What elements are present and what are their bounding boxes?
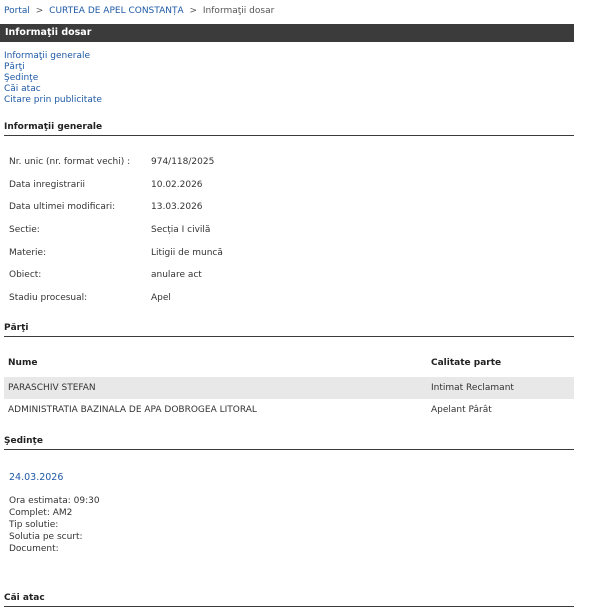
breadcrumb-court-link[interactable]: CURTEA DE APEL CONSTANȚA bbox=[49, 6, 184, 16]
breadcrumb-separator: > bbox=[189, 6, 198, 16]
section-nav bbox=[4, 51, 102, 106]
hearing-date: 24.03.2026 bbox=[9, 472, 64, 483]
breadcrumb-current: Informaţii dosar bbox=[202, 6, 275, 16]
hearing-detail-line: Solutia pe scurt: bbox=[9, 532, 83, 542]
breadcrumb bbox=[4, 6, 274, 16]
hearing-detail-line: Complet: AM2 bbox=[9, 508, 73, 518]
party-role: Apelant Pârât bbox=[431, 405, 492, 415]
info-label: Nr. unic (nr. format vechi) : bbox=[9, 157, 131, 167]
info-label: Obiect: bbox=[9, 270, 42, 280]
info-value: 13.03.2026 bbox=[151, 202, 203, 212]
nav-link-sedinte[interactable]: Şedinţe bbox=[4, 73, 39, 83]
info-label: Materie: bbox=[9, 248, 47, 258]
info-label: Data ultimei modificari: bbox=[9, 202, 116, 212]
party-role: Intimat Reclamant bbox=[431, 383, 514, 393]
page-title: Informaţii dosar bbox=[5, 27, 92, 38]
parti-table-header bbox=[4, 358, 574, 372]
hearing-detail-line: Ora estimata: 09:30 bbox=[9, 496, 100, 506]
section-heading-parti: Părţi bbox=[4, 323, 574, 337]
info-label: Data inregistrarii bbox=[9, 180, 85, 190]
hearing-detail-line: Tip solutie: bbox=[9, 520, 59, 530]
column-header-role: Calitate parte bbox=[431, 358, 502, 368]
info-value: Secția I civilă bbox=[151, 225, 211, 235]
info-value: 10.02.2026 bbox=[151, 180, 203, 190]
column-header-name: Nume bbox=[8, 358, 38, 368]
hearing-details bbox=[9, 495, 100, 555]
info-value: Litigii de muncă bbox=[151, 248, 223, 258]
hearing-detail-line: Document: bbox=[9, 544, 59, 554]
nav-link-cai-atac[interactable]: Căi atac bbox=[4, 84, 41, 94]
section-heading-informatii-generale: Informaţii generale bbox=[4, 122, 574, 136]
nav-link-informatii-generale[interactable]: Informaţii generale bbox=[4, 51, 90, 61]
table-row bbox=[4, 399, 574, 421]
info-label: Sectie: bbox=[9, 225, 40, 235]
section-heading-sedinte: Şedinţe bbox=[4, 436, 574, 450]
section-heading-cai-atac: Căi atac bbox=[4, 593, 574, 607]
info-value: anulare act bbox=[151, 270, 202, 280]
party-name: ADMINISTRATIA BAZINALA DE APA DOBROGEA LITORAL bbox=[8, 405, 257, 415]
breadcrumb-portal-link[interactable]: Portal bbox=[4, 6, 30, 16]
party-name: PARASCHIV STEFAN bbox=[8, 383, 96, 393]
nav-link-citare[interactable]: Citare prin publicitate bbox=[4, 95, 102, 105]
info-label: Stadiu procesual: bbox=[9, 293, 88, 303]
info-value: Apel bbox=[151, 293, 171, 303]
info-value: 974/118/2025 bbox=[151, 157, 215, 167]
page-title-bar bbox=[0, 24, 574, 42]
nav-link-parti[interactable]: Părţi bbox=[4, 62, 25, 72]
breadcrumb-separator: > bbox=[35, 6, 44, 16]
table-row bbox=[4, 377, 574, 399]
